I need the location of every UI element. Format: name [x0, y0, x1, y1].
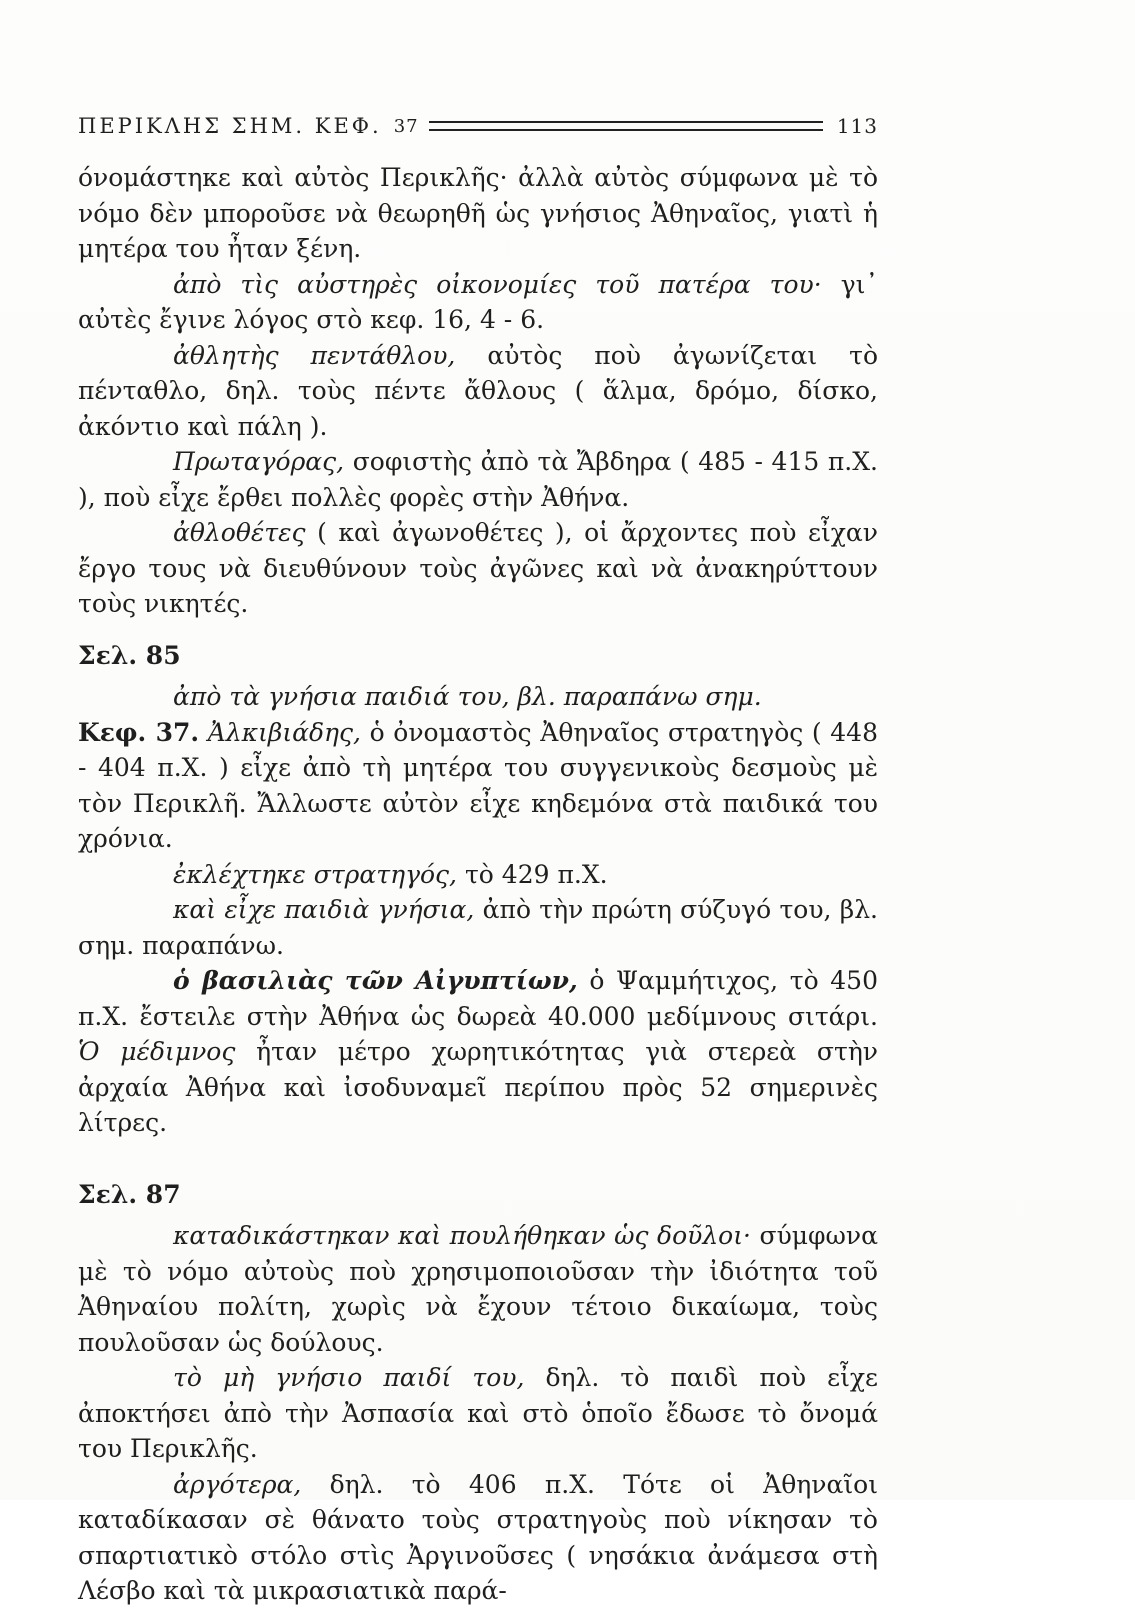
paragraph-text: σοφιστὴς ἀπὸ τὰ Ἄβδηρα ( 485 - 415 π.Χ. ), ποὺ εἶχε ἔρθει πολλὲς φορὲς στὴν Ἀθήνα. — [78, 447, 878, 512]
paragraph-text: γι᾽ αὐτὲς ἔγινε λόγος στὸ κεφ. 16, 4 - 6. — [78, 269, 878, 334]
lemma: Ἀλκιβιάδης, — [199, 717, 361, 747]
paragraph-2 — [78, 267, 878, 338]
paragraph-children — [78, 892, 878, 963]
lemma: ἀπὸ τὰ γνήσια παιδιά του, βλ. παραπάνω σημ. — [173, 682, 762, 711]
section-heading-87: Σελ. 87 — [78, 1179, 181, 1209]
paragraph-text: ( καὶ ἀγωνοθέτες ), οἱ ἄρχοντες ποὺ εἶχαν ἔργο τους νὰ διευθύνουν τοὺς ἀγῶνες καὶ νὰ ἀνακηρύττουν τοὺς νικητές. — [78, 518, 878, 618]
paragraph-elected — [78, 857, 878, 893]
lemma: τὸ μὴ γνήσιο παιδί του, — [173, 1363, 525, 1392]
lemma: ἀπὸ τὶς αὐστηρὲς οἰκονομίες τοῦ πατέρα του· — [173, 269, 822, 299]
paragraph-5 — [78, 515, 878, 622]
running-header — [78, 108, 878, 144]
running-title: ΠΕΡΙΚΛΗΣ ΣΗΜ. ΚΕΦ. — [78, 114, 382, 138]
paragraph-sold-slaves — [78, 1218, 878, 1360]
lemma: ἀθλητὴς πεντάθλου, — [173, 340, 456, 370]
lemma: καὶ εἶχε παιδιὰ γνήσια, — [173, 895, 475, 924]
term: Ὁ μέδιμνος — [78, 1037, 236, 1066]
paragraph-egypt-king — [78, 963, 878, 1141]
lemma: ἀργότερα, — [173, 1469, 302, 1499]
lemma: Πρωταγόρας, — [173, 447, 345, 476]
paragraph-text: ἦταν μέτρο χωρητικότητας γιὰ στερεὰ στὴν ἀρχαία Ἀθήνα καὶ ἰσοδυναμεῖ περίπου πρὸς 52 σημερινὲς λίτρες. — [78, 1037, 879, 1137]
page-number: 113 — [836, 114, 878, 138]
paragraph-text: όνομάστηκε καὶ αὐτὸς Περικλῆς· ἀλλὰ αὐτὸς σύμφωνα μὲ τὸ νόμο δὲν μποροῦσε νὰ θεωρηθῆ ὡς γνήσιος Ἀθηναῖος, γιατὶ ἡ μητέρα του ἦταν ξένη. — [78, 163, 878, 263]
paragraph-text: σύμφωνα μὲ τὸ νόμο αὐτοὺς ποὺ χρησιμοποιοῦσαν τὴν ἰδιότητα τοῦ Ἀθηναίου πολίτη, χωρὶς νὰ ἔχουν τέτοιο δικαίωμα, τοὺς πουλοῦσαν ὡς δούλους. — [78, 1221, 878, 1357]
lemma: ἀθλοθέτες — [173, 518, 306, 547]
header-double-rule — [429, 121, 823, 131]
paragraph-text: ὁ ὀνομαστὸς Ἀθηναῖος στρατηγὸς ( 448 - 404 π.Χ. ) εἶχε ἀπὸ τὴ μητέρα του συγγενικοὺς δεσμοὺς μὲ τὸν Περικλῆ. Ἄλλωστε αὐτὸν εἶχε κηδεμόνα στὰ παιδικά του χρόνια. — [78, 717, 878, 853]
paragraph-text: δηλ. τὸ 406 π.Χ. Τότε οἱ Ἀθηναῖοι καταδίκασαν σὲ θάνατο τοὺς στρατηγοὺς ποὺ νίκησαν τὸ σπαρτιατικὸ στόλο στὶς Ἀργινοῦσες ( νησάκια ἀνάμεσα στὴ Λέσβο καὶ τὰ μικρασιατικὰ παρά- — [78, 1469, 878, 1605]
lemma: καταδικάστηκαν καὶ πουλήθηκαν ὡς δοῦλοι· — [173, 1221, 751, 1250]
paragraph-3 — [78, 338, 878, 445]
paragraph-1 — [78, 160, 878, 267]
paragraph-text: ὁ Ψαμμήτιχος, τὸ 450 π.Χ. ἔστειλε στὴν Ἀθήνα ὡς δωρεὰ 40.000 μεδίμνους σιτάρι. — [78, 966, 878, 1031]
page-body — [78, 160, 878, 1609]
lemma: ἐκλέχτηκε στρατηγός, — [173, 859, 458, 889]
paragraph-later — [78, 1467, 878, 1609]
paragraph-text: αὐτὸς ποὺ ἀγωνίζεται τὸ πένταθλο, δηλ. τοὺς πέντε ἄθλους ( ἅλμα, δρόμο, δίσκο, ἀκόντιο καὶ πάλη ). — [78, 340, 878, 441]
section-heading-85: Σελ. 85 — [78, 640, 181, 670]
paragraph-4 — [78, 444, 878, 515]
section-85-line — [78, 679, 878, 715]
paragraph-text: δηλ. τὸ παιδὶ ποὺ εἶχε ἀποκτήσει ἀπὸ τὴν Ἀσπασία καὶ στὸ ὁποῖο ἔδωσε τὸ ὄνομά του Περικλῆς. — [78, 1363, 878, 1463]
paragraph-text: τὸ 429 π.Χ. — [457, 859, 608, 889]
paragraph-illegitimate-child — [78, 1360, 878, 1467]
lemma: ὁ βασιλιὰς τῶν Αἰγυπτίων, — [173, 966, 578, 995]
chapter-number: 37 — [393, 115, 419, 137]
chapter-37-paragraph — [78, 715, 878, 857]
paragraph-text: ἀπὸ τὴν πρώτη σύζυγό του, βλ. σημ. παραπάνω. — [78, 895, 878, 960]
chapter-label: Κεφ. 37. — [78, 717, 200, 747]
